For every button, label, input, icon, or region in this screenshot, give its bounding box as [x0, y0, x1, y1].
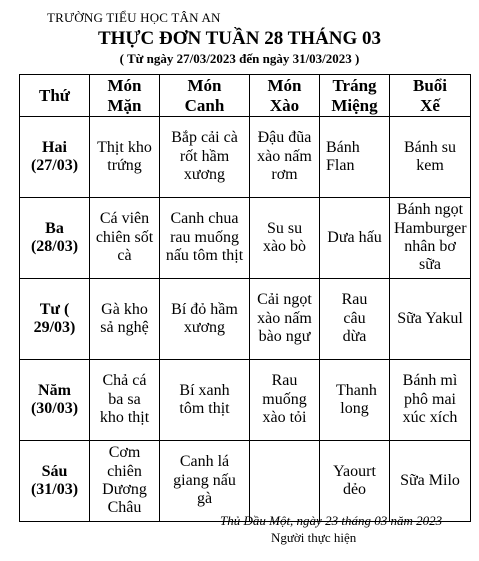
footer-signer: Người thực hiện [271, 530, 357, 545]
dessert-cell: Thanh long [320, 360, 390, 441]
header-main-dish: Món Mặn [90, 75, 160, 117]
stir-fry-cell: Rau muống xào tỏi [250, 360, 320, 441]
main-dish-cell: Cá viên chiên sốt cà [90, 198, 160, 279]
menu-title: THỰC ĐƠN TUẦN 28 THÁNG 03 [97, 28, 382, 49]
dessert-cell: Rau câu dừa [320, 279, 390, 360]
header-soup: Món Canh [160, 75, 250, 117]
soup-cell: Bắp cải cà rốt hầm xương [160, 117, 250, 198]
header-dessert: Tráng Miệng [320, 75, 390, 117]
header-day: Thứ [20, 75, 90, 117]
header-stir-fry: Món Xào [250, 75, 320, 117]
soup-cell: Canh lá giang nấu gà [160, 441, 250, 522]
stir-fry-cell: Đậu đũa xào nấm rơm [250, 117, 320, 198]
table-row [20, 360, 471, 441]
day-cell: Năm (30/03) [20, 360, 90, 441]
weekly-menu-table [19, 74, 471, 522]
dessert-cell: Yaourt dẻo [320, 441, 390, 522]
main-dish-cell: Gà kho sả nghệ [90, 279, 160, 360]
day-cell: Sáu (31/03) [20, 441, 90, 522]
main-dish-cell: Thịt kho trứng [90, 117, 160, 198]
table-row [20, 279, 471, 360]
day-cell: Tư ( 29/03) [20, 279, 90, 360]
stir-fry-cell: Su su xào bò [250, 198, 320, 279]
snack-cell: Bánh su kem [390, 117, 471, 198]
soup-cell: Bí đỏ hầm xương [160, 279, 250, 360]
date-range: ( Từ ngày 27/03/2023 đến ngày 31/03/2023 ) [119, 51, 360, 66]
table-header-row [20, 75, 471, 117]
day-cell: Ba (28/03) [20, 198, 90, 279]
snack-cell: Sữa Yakul [390, 279, 471, 360]
day-cell: Hai (27/03) [20, 117, 90, 198]
table-row [20, 198, 471, 279]
snack-cell: Bánh ngọt Hamburger nhân bơ sữa [390, 198, 471, 279]
dessert-cell: Bánh Flan [320, 117, 390, 198]
stir-fry-cell: Cải ngọt xào nấm bào ngư [250, 279, 320, 360]
snack-cell: Sữa Milo [390, 441, 471, 522]
main-dish-cell: Cơm chiên Dương Châu [90, 441, 160, 522]
table-row [20, 441, 471, 522]
soup-cell: Canh chua rau muống nấu tôm thịt [160, 198, 250, 279]
table-row [20, 117, 471, 198]
header-afternoon-snack: Buổi Xế [390, 75, 471, 117]
stir-fry-cell [250, 441, 320, 522]
dessert-cell: Dưa hấu [320, 198, 390, 279]
school-name: TRƯỜNG TIỂU HỌC TÂN AN [47, 10, 221, 25]
soup-cell: Bí xanh tôm thịt [160, 360, 250, 441]
snack-cell: Bánh mì phô mai xúc xích [390, 360, 471, 441]
main-dish-cell: Chả cá ba sa kho thịt [90, 360, 160, 441]
footer-place-date: Thủ Dầu Một, ngày 23 tháng 03 năm 2023 [220, 513, 443, 528]
